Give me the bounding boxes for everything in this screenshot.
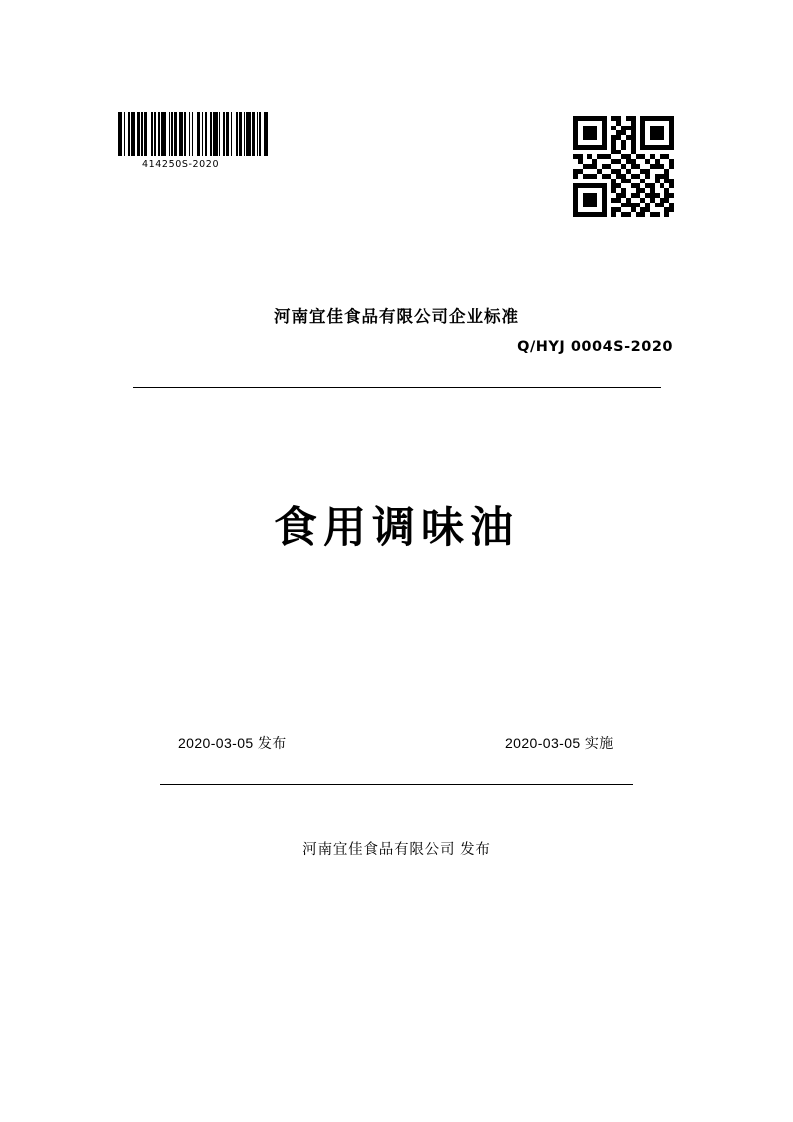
divider-top bbox=[133, 387, 661, 388]
qr-code-icon bbox=[573, 116, 674, 217]
barcode-icon bbox=[118, 112, 280, 156]
standard-company-line: 河南宜佳食品有限公司企业标准 bbox=[274, 308, 519, 326]
issue-date: 2020-03-05 发布 bbox=[178, 735, 287, 751]
publisher-line: 河南宜佳食品有限公司 发布 bbox=[302, 842, 491, 858]
page-title: 食用调味油 bbox=[274, 504, 519, 552]
barcode-block bbox=[118, 112, 280, 170]
barcode-number: 414250S-2020 bbox=[142, 159, 220, 170]
standard-code: Q/HYJ 0004S-2020 bbox=[517, 339, 673, 355]
divider-bottom bbox=[160, 784, 633, 785]
effective-date: 2020-03-05 实施 bbox=[505, 735, 614, 751]
qr-code-block bbox=[573, 116, 674, 217]
